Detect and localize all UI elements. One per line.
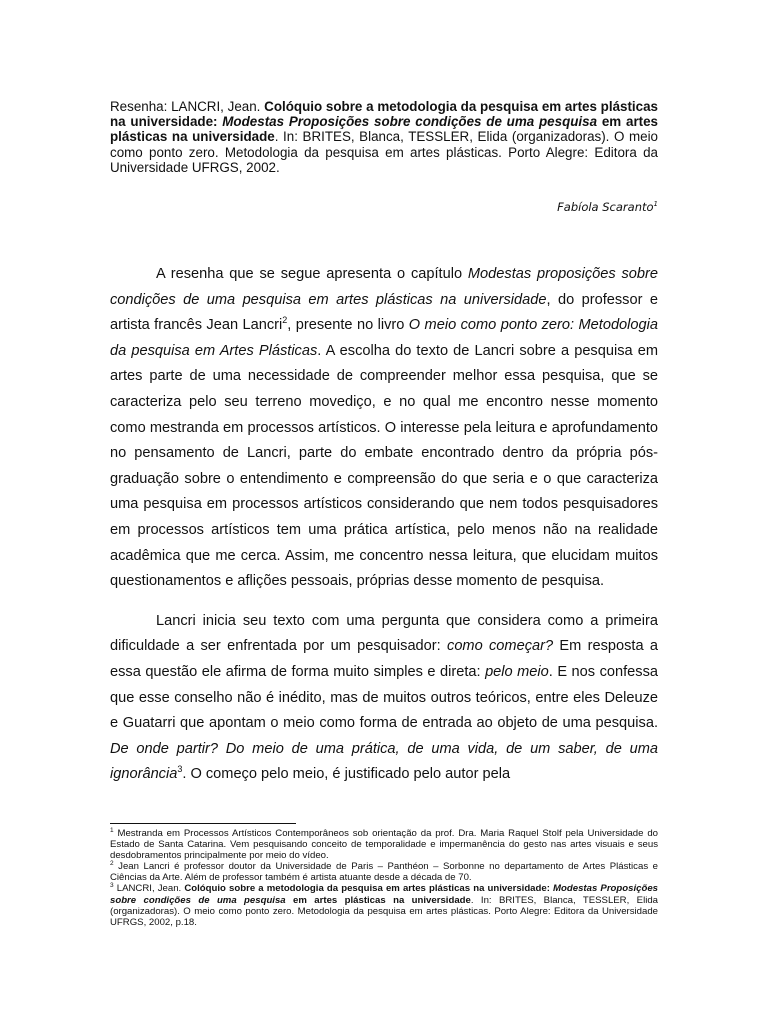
reference-chapter-title: Modestas Proposições sobre condições de uma pesquisa [222,114,598,130]
paragraph-2: Lancri inicia seu texto com uma pergunta que considera como a primeira dificuldade a ser enfrentada por um pesquisador: como começar? Em resposta a essa questão ele afirma de forma muito simples e direta: pelo meio. E nos confessa que esse conselho não é inédito, mas de muitos outros teóricos, entre eles Deleuze e Guatarri que apontam o meio como forma de entrada ao objeto de uma pesquisa. De onde partir? Do meio de uma prática, de uma vida, de um saber, de uma ignorância$^3$. O começo pelo meio, é justificado pelo autor pela [110,612,658,783]
footnote-2: $^2$ Jean Lancri é professor doutor da Universidade de Paris – Panthéon – Sorbonne no departamento de Artes Plásticas e Ciências da Arte. Além de professor também é artista atuante desde a década de 70. [110,860,658,884]
footnote-3: $^3$ LANCRI, Jean. Colóquio sobre a metodologia da pesquisa em artes plásticas na universidade: Modestas Proposições sobre condições de uma pesquisa em artes plásticas na universidade. In: BRITES, Blanca, TESSLER, Elida (organizadoras). O meio como ponto zero. Metodologia da pesquisa em artes plásticas. Porto Alegre: Editora da Universidade UFRGS, 2002, p.18. [110,882,659,928]
paragraph-1: A resenha que se segue apresenta o capítulo Modestas proposições sobre condições de uma pesquisa em artes plásticas na universidade, do professor e artista francês Jean Lancri$^2$, presente no livro O meio como ponto zero: Metodologia da pesquisa em Artes Plásticas. A escolha do texto de Lancri sobre a pesquisa em artes parte de uma necessidade de compreender melhor essa pesquisa, que se caracteriza pelo seu terreno movediço, e no qual me encontro nesse momento como mestranda em processos artísticos. O interesse pela leitura e aprofundamento no pensamento de Lancri, parte do embate encontrado dentro da própria pós-graduação sobre o entendimento e compreensão do que seria e o que caracteriza uma pesquisa em processos artísticos considerando que nem todos pesquisadores em processos artísticos tem uma prática artística, pelo menos não na realidade acadêmica que me cerca. Assim, me concentro nessa leitura, que elucidam muitos questionamentos e aflições pessoais, próprias desse momento de pesquisa. [110,266,659,590]
footnote-marker-1[interactable]: 1 [653,200,658,209]
author-name: Fabíola Scaranto$^1$ [557,200,658,214]
reference-title: Colóquio sobre a metodologia da pesquisa em artes plásticas na universidade: [110,99,658,130]
reference-title-rest: em artes plásticas na universidade [110,114,659,145]
footnotes [110,828,658,928]
reference-publication: . In: BRITES, Blanca, TESSLER, Elida (organizadoras). O meio como ponto zero. Metodologia da pesquisa em artes plásticas. Porto Alegre: Editora da Universidade UFRGS, 2002. [110,129,658,175]
bibliographic-reference [110,99,658,175]
footnote-marker-3[interactable]: 3 [177,764,183,775]
footnote-marker-2[interactable]: 2 [282,315,288,326]
footnote-1: $^1$ Mestranda em Processos Artísticos Contemporâneos sob orientação da prof. Dra. Maria Raquel Stolf pela Universidade do Estado de Santa Catarina. Vem pesquisando conceito de temporalidade e impermanência do gesto nas artes visuais e seus desdobramentos principalmente por meio do vídeo. [110,826,658,862]
body-text [110,262,658,788]
reference-prefix: Resenha: LANCRI, Jean. [110,99,265,114]
footnote-separator [110,823,296,824]
